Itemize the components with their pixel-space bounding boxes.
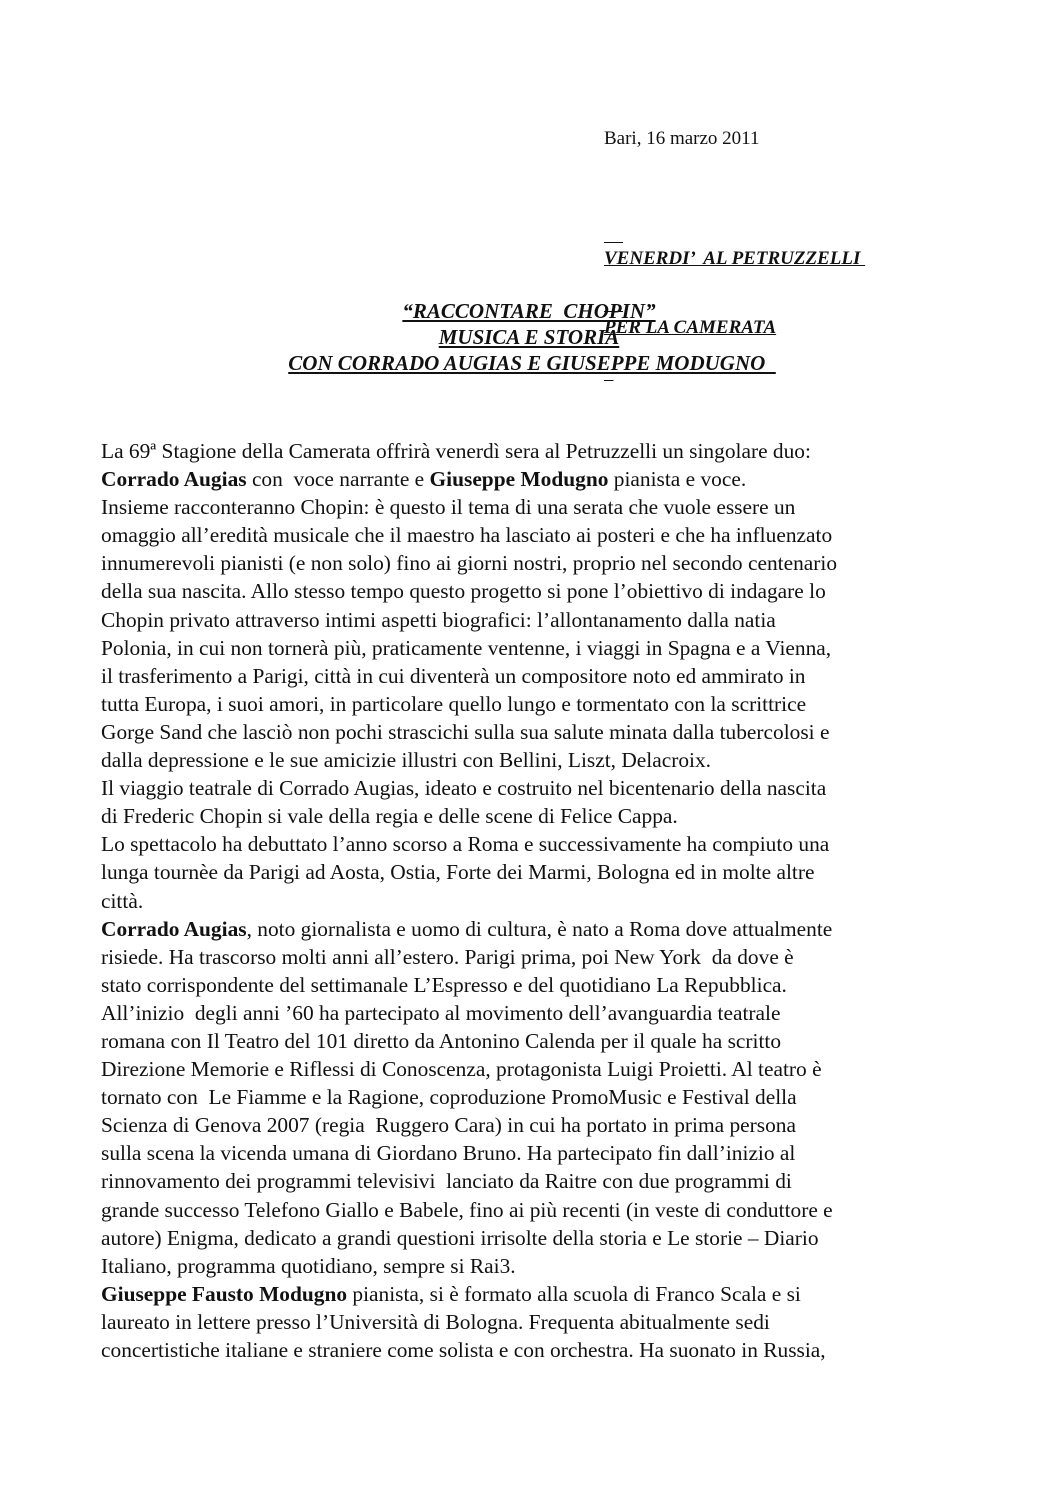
body-line: laureato in lettere presso l’Università di Bologna. Frequenta abitualmente sedi	[101, 1309, 770, 1334]
bold-name: Corrado Augias	[101, 467, 247, 492]
body-line: città.	[101, 888, 144, 913]
body-line: romana con Il Teatro del 101 diretto da Antonino Calenda per il quale ha scritto	[101, 1028, 782, 1053]
body-line: stato corrispondente del settimanale L’Espresso e del quotidiano La Repubblica.	[101, 972, 787, 997]
event-note-line-2: PER LA CAMERATA	[604, 317, 777, 338]
body-fragment: pianista, si è formato alla scuola di Franco Scala e si	[347, 1281, 801, 1306]
body-line: concertistiche italiane e straniere come solista e con orchestra. Ha suonato in Russia,	[101, 1338, 826, 1362]
title-line-3: CON CORRADO AUGIAS E GIUSEPPE MODUGNO	[288, 351, 776, 375]
body-line: dalla depressione e le sue amicizie illustri con Bellini, Liszt, Delacroix.	[101, 748, 712, 773]
body-line: tornato con Le Fiamme e la Ragione, coproduzione PromoMusic e Festival della	[101, 1085, 797, 1110]
body-line	[101, 1280, 971, 1308]
body-line: omaggio all’eredità musicale che il maestro ha lasciato ai posteri e che ha influenzato	[101, 523, 833, 548]
body-fragment: con voce narrante e	[246, 467, 430, 492]
body-line: di Frederic Chopin si vale della regia e delle scene di Felice Cappa.	[101, 804, 678, 829]
body-line: Chopin privato attraverso intimi aspetti biografici: l’allontanamento dalla natia	[101, 607, 776, 632]
body-fragment: , noto giornalista e uomo di cultura, è nato a Roma dove attualmente	[246, 916, 833, 941]
bold-name: Giuseppe Modugno	[429, 467, 609, 492]
body-line: Gorge Sand che lasciò non pochi strascichi sulla sua salute minata dalla tubercolosi e	[101, 719, 830, 744]
body-line: grande successo Telefono Giallo e Babele, fino ai più recenti (in veste di conduttore e	[101, 1197, 833, 1222]
body-line: il trasferimento a Parigi, città in cui diventerà un compositore noto ed ammirato in	[101, 663, 806, 688]
bold-name: Corrado Augias	[101, 916, 247, 941]
body-line: risiede. Ha trascorso molti anni all’estero. Parigi prima, poi New York da dove è	[101, 944, 794, 969]
body-line: rinnovamento dei programmi televisivi lanciato da Raitre con due programmi di	[101, 1169, 792, 1194]
body-line	[101, 465, 971, 493]
body-line: tutta Europa, i suoi amori, in particolare quello lungo e tormentato con la scrittrice	[101, 691, 807, 716]
body-line: La 69ª Stagione della Camerata offrirà venerdì sera al Petruzzelli un singolare duo:	[101, 439, 811, 463]
body-line: lunga tournèe da Parigi ad Aosta, Ostia, Forte dei Marmi, Bologna ed in molte altre	[101, 860, 815, 885]
body-line: innumerevoli pianisti (e non solo) fino ai giorni nostri, proprio nel secondo centenario	[101, 551, 838, 576]
body-line: All’inizio degli anni ’60 ha partecipato al movimento dell’avanguardia teatrale	[101, 1000, 781, 1025]
body-line: Il viaggio teatrale di Corrado Augias, ideato e costruito nel bicentenario della nascita	[101, 776, 827, 801]
body-line: Insieme racconteranno Chopin: è questo il tema di una serata che vuole essere un	[101, 495, 796, 520]
title-line-1: “RACCONTARE CHOPIN”	[402, 299, 656, 323]
body-line: Direzione Memorie e Riflessi di Conoscenza, protagonista Luigi Proietti. Al teatro è	[101, 1057, 822, 1082]
body-line: Scienza di Genova 2007 (regia Ruggero Cara) in cui ha portato in prima persona	[101, 1113, 796, 1138]
body-line: sulla scena la vicenda umana di Giordano Bruno. Ha partecipato fin dall’inizio al	[101, 1141, 796, 1166]
event-note-line-1: VENERDI’ AL PETRUZZELLI	[604, 248, 866, 269]
title-line-2: MUSICA E STORIA	[438, 325, 620, 349]
body-line: Italiano, programma quotidiano, sempre si Rai3.	[101, 1253, 516, 1278]
title-block	[0, 298, 1058, 376]
body-line: Polonia, in cui non tornerà più, praticamente ventenne, i viaggi in Spagna e a Vienna,	[101, 635, 832, 660]
body-line	[101, 915, 971, 943]
bold-name: Giuseppe Fausto Modugno	[101, 1281, 348, 1306]
body-line: della sua nascita. Allo stesso tempo questo progetto si pone l’obiettivo di indagare lo	[101, 579, 826, 604]
body-line: autore) Enigma, dedicato a grandi questioni irrisolte della storia e Le storie – Diario	[101, 1225, 819, 1250]
body-fragment: pianista e voce.	[608, 467, 747, 492]
date-line: Bari, 16 marzo 2011	[604, 128, 760, 149]
body-text	[101, 437, 971, 1364]
body-line: Lo spettacolo ha debuttato l’anno scorso a Roma e successivamente ha compiuto una	[101, 832, 830, 857]
